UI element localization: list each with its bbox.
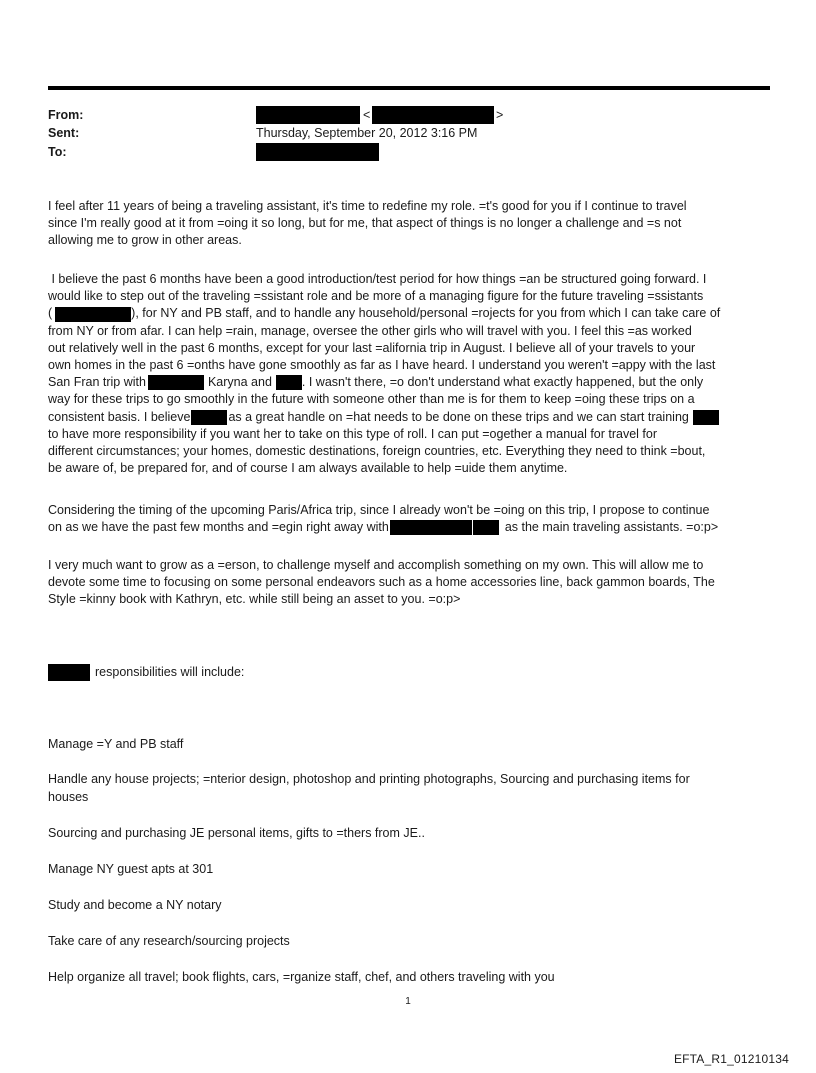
responsibilities-intro xyxy=(48,664,772,681)
list-item: Sourcing and purchasing JE personal items, gifts to =thers from JE.. xyxy=(48,826,425,840)
text-line: own homes in the past 6 =onths have gone smoothly as far as I have heard. I understand you weren't =appy with the last xyxy=(48,358,716,373)
redaction xyxy=(693,410,719,425)
text-line: would like to step out of the traveling =ssistant role and be more of a managing figure for the future traveling =ssistants xyxy=(48,289,704,304)
text-fragment: San Fran trip with xyxy=(48,375,146,390)
paragraph-1 xyxy=(48,198,772,250)
text-line: from NY or from afar. I can help =rain, manage, oversee the other girls who will travel with you. I feel this =as worked xyxy=(48,323,692,338)
text-fragment: as a great handle on =hat needs to be done on these trips and we can start training xyxy=(228,409,689,424)
redaction xyxy=(148,375,204,390)
list-item: Manage NY guest apts at 301 xyxy=(48,862,214,876)
text-fragment: responsibilities will include: xyxy=(95,665,245,679)
paragraph-3 xyxy=(48,502,772,536)
text-fragment: Karyna and xyxy=(207,375,272,390)
redaction xyxy=(473,520,499,535)
from-name-redaction xyxy=(256,106,360,124)
text-line: different circumstances; your homes, domestic destinations, foreign countries, etc. Everything they need to think =bout, xyxy=(48,444,706,459)
text-fragment: ), for NY and PB staff, and to handle any household/personal =rojects for you from which I can take care of xyxy=(131,306,721,321)
sent-label: Sent: xyxy=(48,126,80,140)
paragraph-4 xyxy=(48,557,772,609)
text-fragment: on as we have the past few months and =egin right away with xyxy=(48,520,389,535)
text-line-with-redaction: ( ), for NY and PB staff, and to handle any household/personal =rojects for you from which I can take care of xyxy=(48,306,721,321)
text-line: way for these trips to go smoothly in the future with someone other than me is for them to keep =oing these trips on a xyxy=(48,392,695,407)
document-id: EFTA_R1_01210134 xyxy=(673,1052,789,1066)
text-line: to have more responsibility if you want her to take on this type of roll. I can put =ogether a manual for travel for xyxy=(48,426,658,441)
redaction xyxy=(276,375,302,390)
to-redaction xyxy=(256,143,379,161)
text-line: I believe the past 6 months have been a good introduction/test period for how things =an be structured going forward. I xyxy=(48,272,707,286)
list-item: Handle any house projects; =nterior design, photoshop and printing photographs, Sourcing and purchasing items for xyxy=(48,772,690,786)
text-fragment: as the main traveling assistants. =o:p> xyxy=(504,520,719,535)
text-line: be aware of, be prepared for, and of course I am always available to help =uide them anytime. xyxy=(48,461,568,476)
text-line-with-redaction xyxy=(48,409,772,426)
text-line-with-redaction xyxy=(48,519,772,536)
list-item: Manage =Y and PB staff xyxy=(48,737,184,751)
list-item: Help organize all travel; book flights, cars, =rganize staff, chef, and others traveling with you xyxy=(48,970,555,984)
text-line: Style =kinny book with Kathryn, etc. while still being an asset to you. =o:p> xyxy=(48,592,461,607)
paragraph-2 xyxy=(48,271,772,477)
text-line-with-redaction xyxy=(48,664,772,681)
from-email-redaction xyxy=(372,106,494,124)
text-line: allowing me to grow in other areas. xyxy=(48,233,242,248)
text-line: since I'm really good at it from =oing it so long, but for me, that aspect of things is no longer a challenge and =s not xyxy=(48,216,682,231)
redaction xyxy=(48,664,90,681)
list-item: Study and become a NY notary xyxy=(48,898,222,912)
text-line: Considering the timing of the upcoming Paris/Africa trip, since I already won't be =oing on this trip, I propose to continue xyxy=(48,503,710,517)
from-email-close: > xyxy=(496,108,504,122)
from-label: From: xyxy=(48,108,84,122)
list-item: houses xyxy=(48,790,89,804)
text-line: I very much want to grow as a =erson, to challenge myself and accomplish something on my own. This will allow me to xyxy=(48,558,704,572)
redaction xyxy=(55,307,131,322)
from-email-open: < xyxy=(363,108,371,122)
text-line: devote some time to focusing on some personal endeavors such as a home accessories line, back gammon boards, The xyxy=(48,575,715,590)
sent-value: Thursday, September 20, 2012 3:16 PM xyxy=(256,126,478,140)
text-line: out relatively well in the past 6 months, except for your last =alifornia trip in August. I believe all of your travels to your xyxy=(48,340,696,355)
list-item: Take care of any research/sourcing projects xyxy=(48,934,290,948)
header-divider xyxy=(48,86,770,90)
text-fragment: consistent basis. I believe xyxy=(48,409,191,424)
redaction xyxy=(390,520,472,535)
to-label: To: xyxy=(48,145,67,159)
page-number: 1 xyxy=(405,996,411,1007)
text-line-with-redaction xyxy=(48,374,772,391)
text-line: I feel after 11 years of being a traveling assistant, it's time to redefine my role. =t's good for you if I continue to travel xyxy=(48,199,687,213)
redaction xyxy=(191,410,227,425)
text-fragment: . I wasn't there, =o don't understand what exactly happened, but the only xyxy=(301,375,704,390)
